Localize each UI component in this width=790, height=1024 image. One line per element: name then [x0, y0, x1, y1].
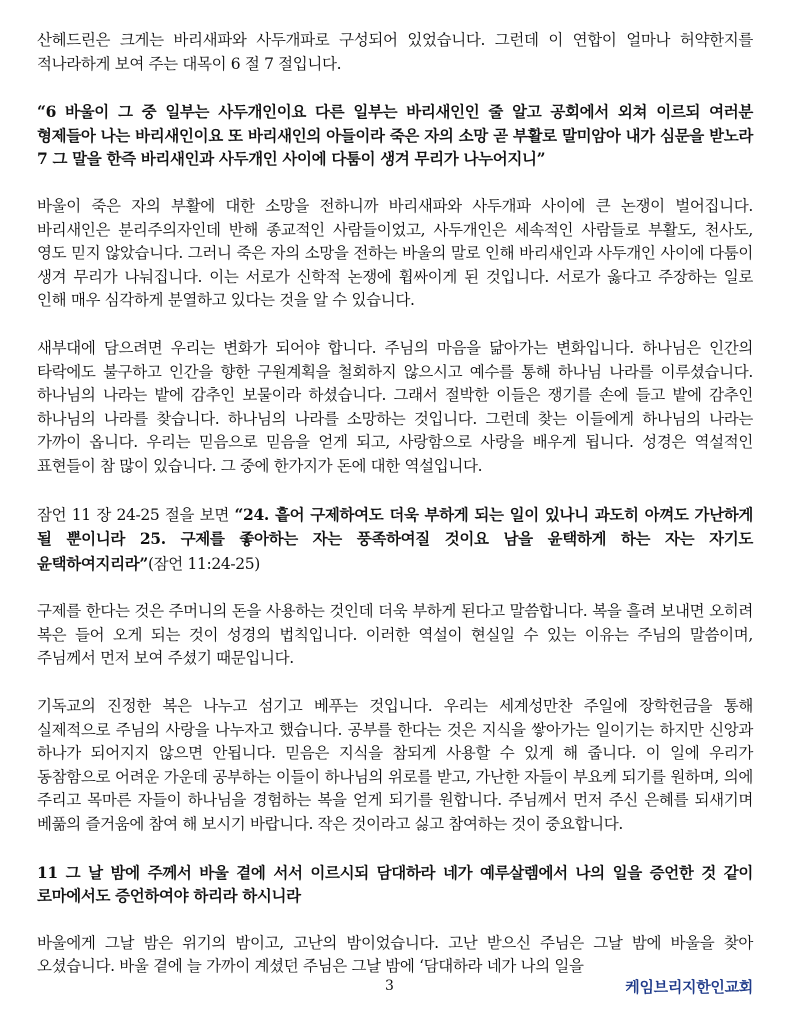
proverb-quote: “24. 흩어 구제하여도 더욱 부하게 되는 일이 있나니 과도히 아껴도 가난하게 될 뿐이니라 25. 구제를 좋아하는 자는 풍족하여질 것이요 남을 윤택하게 하는 자는 자기도 윤택하여지리라” [37, 504, 753, 573]
proverb-reference: (잠언 11:24-25) [147, 554, 260, 573]
paragraph-1: 산헤드린은 크게는 바리새파와 사두개파로 구성되어 있었습니다. 그런데 이 연합이 얼마나 허약한지를 적나라하게 보여 주는 대목이 6 절 7 절입니다. [37, 31, 753, 73]
scripture-quote-acts-23-11: 11 그 날 밤에 주께서 바울 곁에 서서 이르시되 담대하라 네가 예루살렘에서 나의 일을 증언한 것 같이 로마에서도 증언하여야 하리라 하시니라 [37, 862, 753, 906]
church-name: 케임브리지한인교회 [625, 978, 753, 996]
body-text [37, 29, 753, 979]
scripture-quote-acts-23-6-7: “6 바울이 그 중 일부는 사두개인이요 다른 일부는 바리새인인 줄 알고 공회에서 외쳐 이르되 여러분 형제들아 나는 바리새인이요 또 바리새인의 아들이라 죽은 자의 소망 곧 부활로 말미암아 내가 심문을 받노라 7 그 말을 한즉 바리새인과 사두개인 사이에 다툼이 생겨 무리가 나누어지니” [37, 102, 753, 169]
page-number: 3 [385, 978, 394, 994]
paragraph-3: 새부대에 담으려면 우리는 변화가 되어야 합니다. 주님의 마음을 닮아가는 변화입니다. 하나님은 인간의 타락에도 불구하고 인간을 향한 구원계획을 철회하지 않으시고 예수를 통해 하나님 나라를 이루셨습니다. 하나님의 나라는 밭에 감추인 보물이라 하셨습니다. 그래서 절박한 이들은 쟁기를 손에 들고 밭에 감추인 하나님의 나라를 찾습니다. 하나님의 나라를 소망하는 것입니다. 그런데 찾는 이들에게 하나님의 나라는 가까이 옵니다. 우리는 믿음으로 믿음을 얻게 되고, 사랑함으로 사랑을 배우게 됩니다. 성경은 역설적인 표현들이 참 많이 있습니다. 그 중에 한가지가 돈에 대한 역설입니다. [37, 338, 753, 475]
paragraph-4: 구제를 한다는 것은 주머니의 돈을 사용하는 것인데 더욱 부하게 된다고 말씀합니다. 복을 흘려 보내면 오히려 복은 들어 오게 되는 것이 성경의 법칙입니다. 이러한 역설이 현실일 수 있는 이유는 주님의 말씀이며, 주님께서 먼저 보여 주셨기 때문입니다. [37, 602, 753, 668]
paragraph-6: 바울에게 그날 밤은 위기의 밤이고, 고난의 밤이었습니다. 고난 받으신 주님은 그날 밤에 바울을 찾아 오셨습니다. 바울 곁에 늘 가까이 계셨던 주님은 그날 밤에 ‘담대하라 네가 나의 일을 [37, 933, 753, 976]
paragraph-5: 기독교의 진정한 복은 나누고 섬기고 베푸는 것입니다. 우리는 세계성만찬 주일에 장학헌금을 통해 실제적으로 주님의 사랑을 나누자고 했습니다. 공부를 한다는 것은 지식을 쌓아가는 일이기는 하지만 신앙과 하나가 되어지지 않으면 안됩니다. 믿음은 지식을 참되게 사용할 수 있게 해 줍니다. 이 일에 우리가 동참함으로 어려운 가운데 공부하는 이들이 하나님의 위로를 받고, 가난한 자들이 부요케 되기를 원하며, 의에 주리고 목마른 자들이 하나님을 경험하는 복을 얻게 되기를 원합니다. 주님께서 먼저 주신 은혜를 되새기며 베풂의 즐거움에 참여 해 보시기 바랍니다. 작은 것이라고 싫고 참여하는 것이 중요합니다. [37, 697, 753, 834]
paragraph-2: 바울이 죽은 자의 부활에 대한 소망을 전하니까 바리새파와 사두개파 사이에 큰 논쟁이 벌어집니다. 바리새인은 분리주의자인데 반해 종교적인 사람들이었고, 사두개인은 세속적인 사람들로 부활도, 천사도, 영도 믿지 않았습니다. 그러니 죽은 자의 소망을 전하는 바울의 말로 인해 바리새인과 사두개인 사이에 다툼이 생겨 무리가 나눠집니다. 이는 서로가 신학적 논쟁에 휩싸이게 된 것입니다. 서로가 옳다고 주장하는 일로 인해 매우 심각하게 분열하고 있다는 것을 알 수 있습니다. [37, 196, 753, 310]
proverb-lead: 잠언 11 장 24-25 절을 보면 [37, 505, 235, 524]
proverb-paragraph [37, 503, 753, 577]
